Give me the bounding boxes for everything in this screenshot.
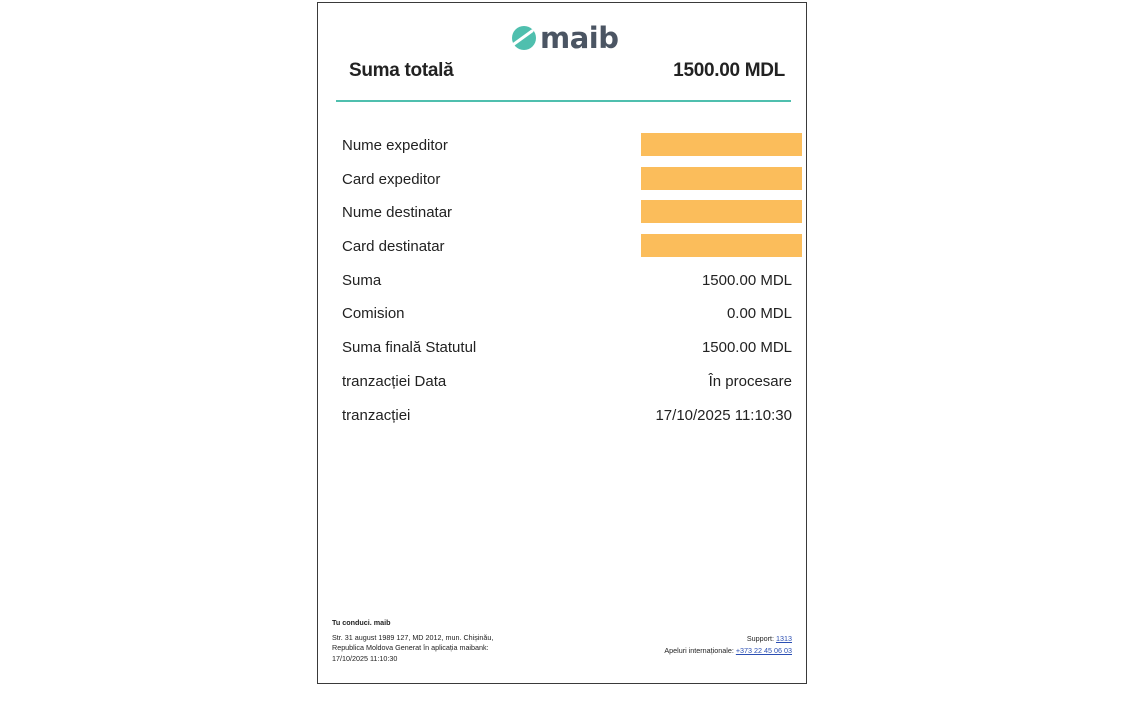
detail-label: Card expeditor [342, 170, 441, 188]
maib-logo-icon [511, 25, 537, 51]
detail-label: Suma finală Statutul [342, 339, 477, 357]
support-label: Support: [746, 634, 774, 643]
redacted-value [641, 167, 802, 190]
maib-logo [511, 22, 619, 54]
intl-phone-link[interactable]: +373 22 45 06 03 [735, 645, 792, 655]
footer-contacts [664, 633, 792, 656]
total-label: Suma totală [349, 60, 454, 81]
logo-text: maib [540, 21, 619, 55]
detail-value: 1500.00 MDL [701, 271, 792, 289]
detail-label: tranzacției Data [342, 372, 447, 390]
accent-divider [336, 100, 791, 102]
detail-row-status [318, 367, 806, 401]
receipt-page [317, 2, 807, 684]
footer-intl-line [664, 645, 792, 657]
redacted-value [641, 200, 802, 223]
detail-label: Nume expeditor [342, 137, 448, 154]
detail-label: Suma [342, 271, 382, 289]
footer-support-line [664, 633, 792, 645]
detail-row-amount [318, 266, 806, 300]
footer-generated-at: 17/10/2025 11:10:30 [332, 653, 398, 663]
detail-row-date [318, 401, 806, 435]
footer-address [332, 618, 493, 664]
detail-row-recipient-name [318, 198, 806, 232]
footer-address-line1: Str. 31 august 1989 127, MD 2012, mun. Chișinău, [332, 632, 494, 642]
detail-label: Card destinatar [342, 238, 445, 256]
redacted-value [641, 133, 802, 156]
total-value: 1500.00 MDL [673, 60, 785, 81]
detail-label: Nume destinatar [342, 204, 453, 222]
detail-row-sender-name [318, 131, 806, 165]
footer-tagline: Tu conduci. maib [332, 618, 391, 627]
details-list [318, 131, 806, 434]
detail-value: 17/10/2025 11:10:30 [655, 406, 792, 424]
detail-value: 0.00 MDL [726, 305, 792, 323]
detail-row-commission [318, 299, 806, 333]
detail-label: Comision [342, 305, 405, 323]
detail-row-sender-card [318, 165, 806, 199]
detail-label: tranzacției [342, 406, 411, 424]
detail-value: 1500.00 MDL [701, 339, 792, 357]
intl-label: Apeluri internaționale: [664, 645, 734, 655]
redacted-value [641, 234, 802, 257]
footer-address-line2: Republica Moldova Generat în aplicația maibank: [332, 643, 489, 652]
detail-row-recipient-card [318, 232, 806, 266]
detail-value: În procesare [708, 372, 792, 390]
detail-row-final-amount [318, 333, 806, 367]
support-phone-link[interactable]: 1313 [776, 634, 792, 643]
